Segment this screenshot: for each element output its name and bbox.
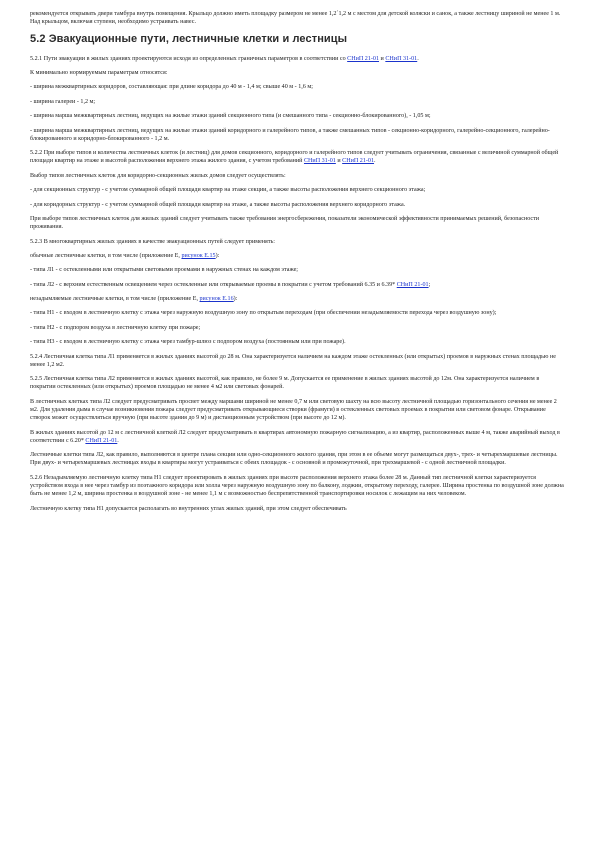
paragraph-5-2-2 [30, 149, 565, 165]
list-item-sectional-stair-width: - ширина марша межквартирных лестниц, ведущих на жилые этажи зданий секционного типа (и смешанного типа - секционно-блокированного), - 1,05 м; [30, 113, 431, 120]
figure-e15-link[interactable]: рисунок Е.15 [181, 252, 216, 259]
paragraph-5-2-5: 5.2.5 Лестничная клетка типа Л2 применяется в жилых зданиях высотой, как правило, не более 9 м. Допускается ее применение в жилых зданиях высотой до 12м. Она характеризуется наличием в покрытии остекленных (или открытых) проемов площадью не менее 4 м2 или световых фонарей. [30, 376, 540, 391]
list-item-type-n2: - типа Н2 - с подпором воздуха в лестничную клетку при пожаре; [30, 324, 201, 331]
paragraph-l2-alarm [30, 429, 565, 445]
snip-31-01-link[interactable]: СНиП 31-01 [385, 55, 418, 62]
paragraph-ordinary-stairs [30, 252, 565, 260]
paragraph-text: и [335, 158, 343, 165]
list-item-type-n1: - типа Н1 - с входом в лестничную клетку с этажа через наружную воздушную зону по открытым переходам (при обеспечении незадымляемости перехода через воздушную зону); [30, 310, 497, 317]
paragraph-text: ): [215, 252, 220, 259]
paragraph-5-2-6: 5.2.6 Незадымляемую лестничную клетку типа Н1 следует проектировать в жилых зданиях при высоте расположения верхнего этажа более 28 м. Данный тип лестничной клетки характеризуется устройством входа в нее через тамбур из поэтажного коридора или холла через наружную воздушную зону по балкону, лоджии, открытому переходу, галерее. Ширина простенка по воздушной зоне должна быть не менее 1,2 м, ширина простенка в воздушной зоне - не менее 1,1 м с возможностью беспрепятственной транспортировки носилок с лежащим на них человеком. [30, 474, 564, 498]
paragraph-text: В жилых зданиях высотой до 12 м с лестничной клеткой Л2 следует предусматривать в квартирах автономную пожарную сигнализацию, а из квартир, расположенных выше 4 м, также аварийный выход в соответствии с 6.20* [30, 429, 560, 444]
paragraph-stair-choice: Выбор типов лестничных клеток для коридорно-секционных жилых домов следует осуществлять: [30, 172, 286, 179]
paragraph-l2-light-shaft: В лестничных клетках типа Л2 следует предусматривать просвет между маршами шириной не менее 0,7 м или световую шахту на всю высоту лестничной площадью горизонтального сечения не менее 2 м2. Для удаления дыма в случае возникновения пожара следует предусматривать открывающиеся створки (фрамуги) в остекленных световых проемах в покрытии или световом фонаре. Открывание створок может осуществляться вручную (при высоте здания до 9 м) и дистанционным устройством (при высоте до 12 м). [30, 398, 557, 422]
list-item-corridor-structures: - для коридорных структур - с учетом суммарной общей площади квартир на этаже, а также высоты расположения верхнего коридорного этажа. [30, 201, 406, 208]
paragraph-5-2-4: 5.2.4 Лестничная клетка типа Л1 применяется в жилых зданиях высотой до 28 м. Она характеризуется наличием на каждом этаже остекленных (или открытых) проемов в наружных стенах площадью не менее 1,2 м2. [30, 353, 556, 368]
paragraph-l2-layout: Лестничные клетки типа Л2, как правило, выполняются в центре плана секции или одно-секционного жилого здания, при этом в ее объеме могут размещаться двух-, трех- и четырехмаршевые лестницы. При двух- и четырехмаршевых лестницах входы в квартиры могут устраиваться с обеих площадок - с основной и промежуточной, при трехмаршевой - с одной лестничной площадки. [30, 452, 558, 467]
list-item-corridor-width: - ширина межквартирных коридоров, составляющая: при длине коридора до 40 м - 1,4 м; свыше 40 м - 1,6 м; [30, 84, 313, 91]
list-item-type-n3: - типа Н3 - с входом в лестничную клетку с этажа через тамбур-шлюз с подпором воздуха (постоянным или при пожаре). [30, 339, 346, 346]
list-intro-paragraph: К минимально нормируемым параметрам относятся: [30, 69, 168, 76]
snip-21-01-link[interactable]: СНиП 21-01 [342, 158, 375, 165]
list-item-corridor-stair-width: - ширина марша межквартирных лестниц, ведущих на жилые этажи зданий коридорного и галерейного типов, а также смешанных типов - секционно-коридорного, галерейно-секционного, галерейно-блокированного и коридорно-блокированного - 1,2 м. [30, 127, 550, 142]
paragraph-text: . [117, 437, 119, 444]
paragraph-text: 5.2.1 Пути эвакуации в жилых зданиях проектируются исходя из определенных граничных параметров в соответствии со [30, 55, 348, 62]
section-heading: 5.2 Эвакуационные пути, лестничные клетки и лестницы [30, 32, 348, 45]
paragraph-text: и [379, 55, 386, 62]
paragraph-text: ; [428, 281, 431, 288]
snip-31-01-link[interactable]: СНиП 31-01 [303, 158, 336, 165]
snip-21-01-link[interactable]: СНиП 21-01 [396, 281, 429, 288]
paragraph-text: . [374, 158, 376, 165]
paragraph-5-2-1 [30, 55, 565, 63]
snip-21-01-link[interactable]: СНиП 21-01 [347, 55, 380, 62]
paragraph-n1-corners: Лестничную клетку типа Н1 допускается располагать во внутренних углах жилых зданий, при этом следует обеспечивать [30, 505, 347, 512]
list-item-gallery-width: - ширина галереи - 1,2 м; [30, 98, 96, 105]
paragraph-text: незадымляемые лестничные клетки, в том числе (приложение Е, [30, 296, 200, 303]
paragraph-text: 5.2.2 При выборе типов и количества лестничных клеток (и лестниц) для домов секционного, коридорного и галерейного типов следует учитывать ограничения, связанные с величиной суммарной общей площади квартир на этаже и высотой расположения верхнего этажа жилого здания, с учетом требований [30, 150, 559, 165]
paragraph-smokeproof-stairs [30, 295, 565, 303]
paragraph-text: . [417, 55, 419, 62]
list-item-sectional-structures: - для секционных структур - с учетом суммарной общей площади квартир на этаже секции, а также высоты расположения верхнего секционного этажа; [30, 187, 426, 194]
paragraph-5-2-3: 5.2.3 В многоквартирных жилых зданиях в качестве эвакуационных путей следует применять: [30, 238, 275, 245]
document-page [30, 10, 565, 519]
paragraph-text: - типа Л2 - с верхним естественным освещением через остекленные или открываемые проемы в покрытии с учетом требований 6.35 и 6.39* [30, 281, 397, 288]
paragraph-text: обычные лестничные клетки, в том числе (приложение Е, [30, 252, 182, 259]
snip-21-01-link[interactable]: СНиП 21-01 [85, 437, 118, 444]
paragraph-energy-saving: При выборе типов лестничных клеток для жилых зданий следует учитывать также требования энергосбережения, показатели экономической эффективности принимаемых решений, безопасности проживания. [30, 215, 540, 231]
paragraph-text: ): [233, 296, 238, 303]
intro-paragraph: рекомендуется открывать двери тамбура внутрь помещения. Крыльцо должно иметь площадку размером не менее 1,2´1,2 м с местом для детской коляски и санок, а также лестницу шириной не менее 1 м. Над крыльцом, включая ступени, необходимо устраивать навес. [30, 11, 561, 26]
figure-e16-link[interactable]: рисунок Е.16 [199, 296, 234, 303]
list-item-type-l2 [30, 281, 565, 289]
list-item-type-l1: - типа Л1 - с остекленными или открытыми световыми проемами в наружных стенах на каждом этаже; [30, 267, 298, 274]
